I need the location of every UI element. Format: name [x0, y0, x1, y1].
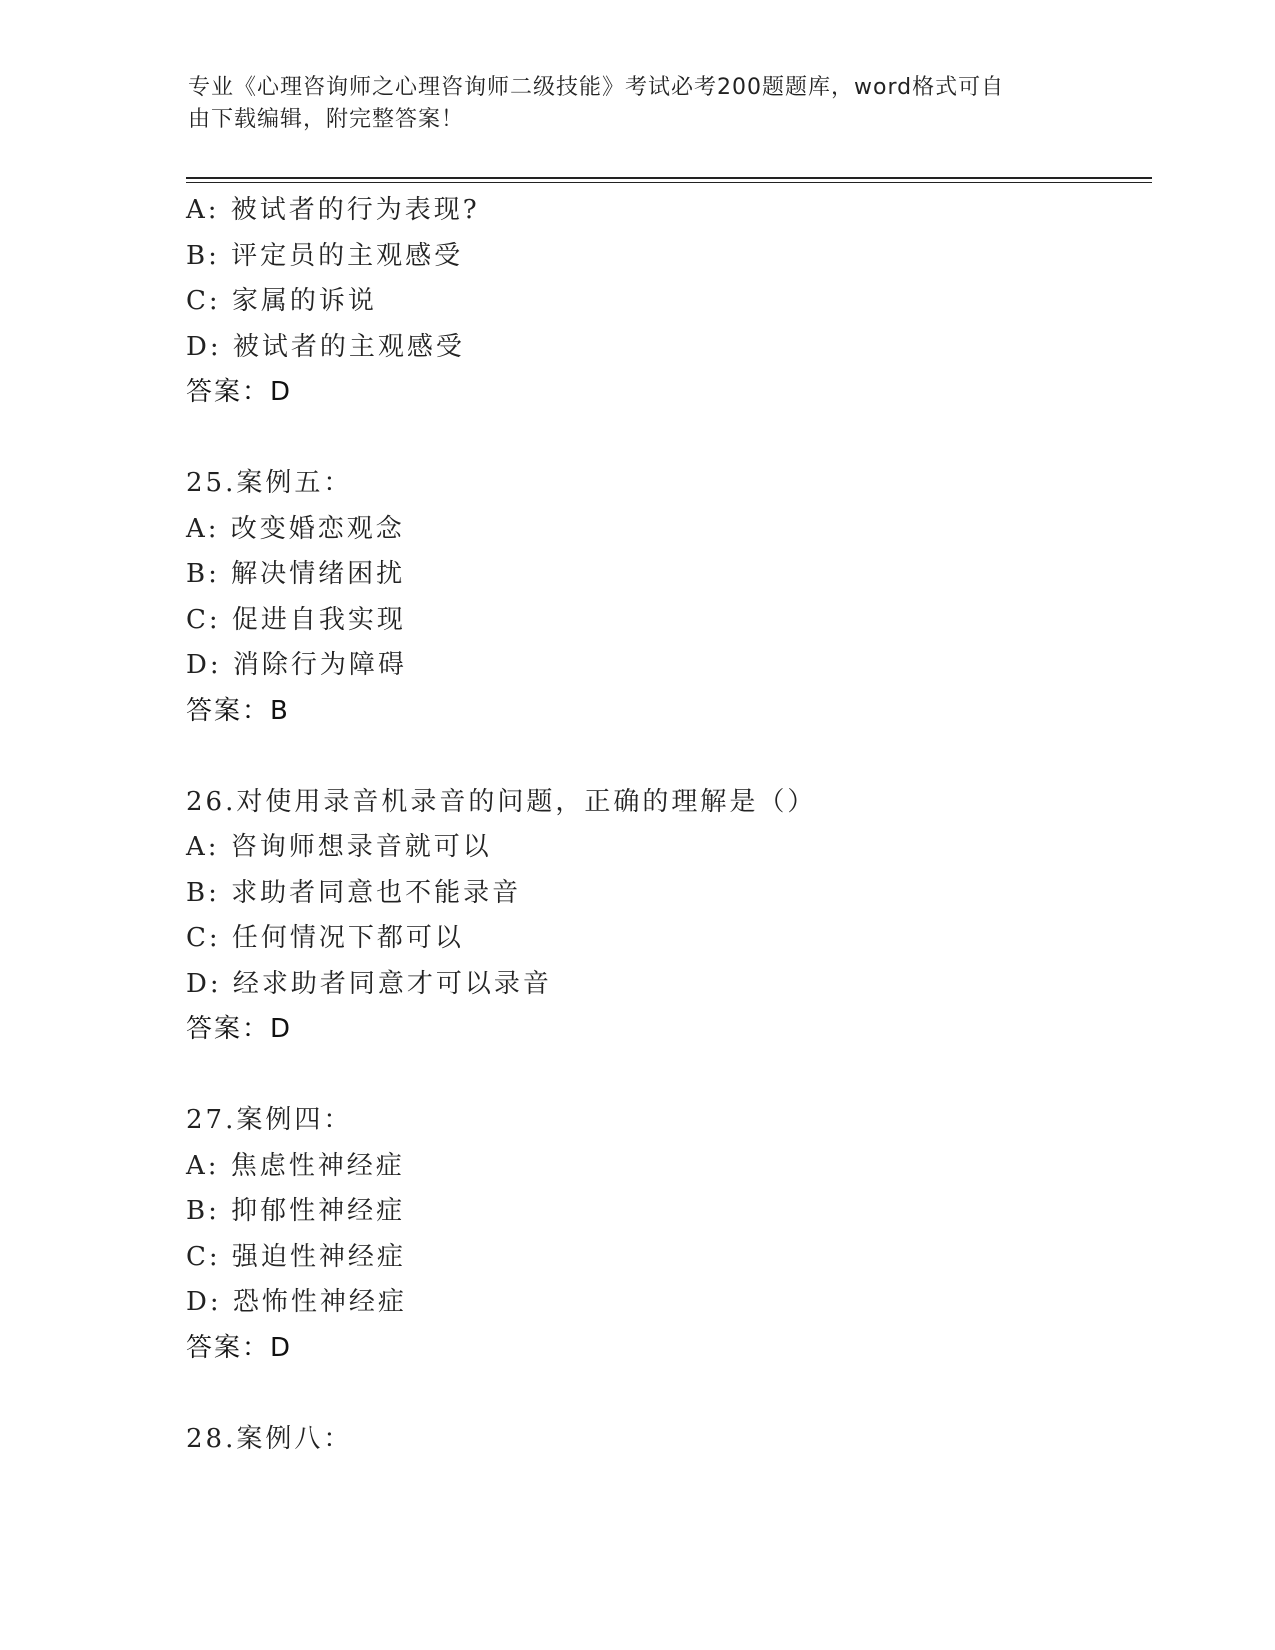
question-title: 25.案例五：	[186, 468, 353, 498]
option-a: A: 咨询师想录音就可以	[186, 832, 492, 862]
option-a: A: 改变婚恋观念	[186, 513, 405, 544]
spacer	[186, 734, 1146, 780]
question-26	[186, 780, 1146, 1053]
header-line-2: 由下载编辑，附完整答案！	[188, 107, 465, 132]
option-c: C: 促进自我实现	[186, 604, 406, 635]
question-24-continued	[186, 188, 1146, 416]
option-b: B: 解决情绪困扰	[186, 559, 406, 589]
question-25	[186, 461, 1146, 734]
question-list	[186, 188, 1146, 1462]
question-27	[186, 1098, 1146, 1371]
option-c: C: 任何情况下都可以	[186, 923, 464, 953]
answer-line: 答案：D	[186, 1332, 293, 1363]
spacer	[186, 416, 1146, 462]
question-title: 26.对使用录音机录音的问题，正确的理解是（）	[186, 786, 817, 817]
answer-line: 答案：D	[186, 1014, 293, 1044]
option-d: D: 恐怖性神经症	[186, 1287, 407, 1317]
question-title: 27.案例四：	[186, 1105, 353, 1135]
option-d: D: 消除行为障碍	[186, 650, 407, 680]
spacer	[186, 1053, 1146, 1099]
header-divider-thin	[186, 182, 1152, 183]
option-b: B: 评定员的主观感受	[186, 240, 464, 271]
option-c: C: 强迫性神经症	[186, 1241, 406, 1272]
spacer	[186, 1371, 1146, 1417]
answer-line: 答案：B	[186, 695, 290, 726]
option-c: C: 家属的诉说	[186, 286, 377, 316]
question-28	[186, 1417, 1146, 1463]
question-title: 28.案例八：	[186, 1423, 353, 1454]
option-a: A: 焦虑性神经症	[186, 1150, 405, 1181]
option-b: B: 求助者同意也不能录音	[186, 877, 522, 908]
header-line-1: 专业《心理咨询师之心理咨询师二级技能》考试必考200题题库，word格式可自	[188, 75, 1005, 100]
document-header	[188, 72, 1068, 136]
option-b: B: 抑郁性神经症	[186, 1196, 406, 1226]
answer-line: 答案：D	[186, 377, 293, 407]
header-divider-thick	[186, 177, 1152, 179]
option-d: D: 被试者的主观感受	[186, 331, 465, 362]
option-a: A: 被试者的行为表现?	[186, 195, 480, 225]
option-d: D: 经求助者同意才可以录音	[186, 968, 552, 999]
